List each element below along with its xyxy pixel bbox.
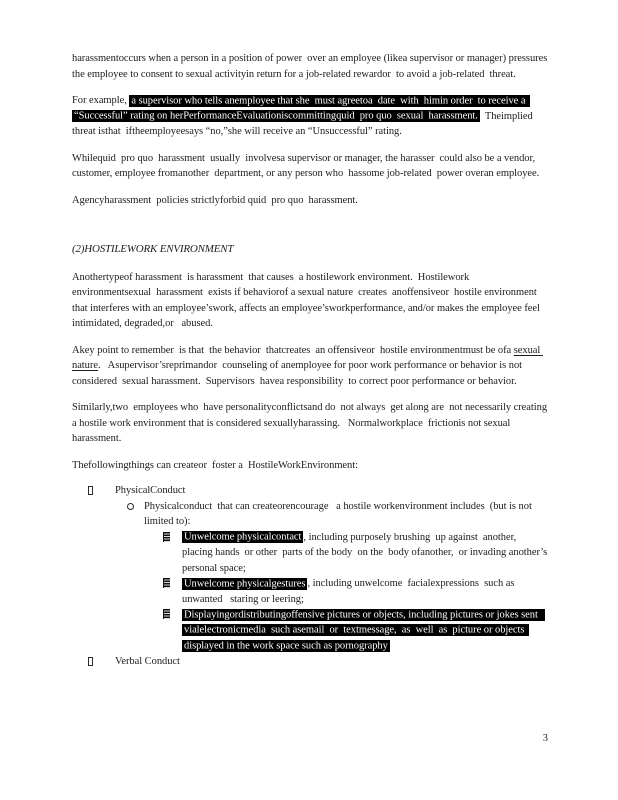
underlined-text-sexual-nature: sexual nature: [72, 344, 543, 371]
paragraph-text: . Asupervisor’sreprimandor counseling of anemployee for poor work performance or behavior is not considered sexual harassment. Supervisors havea responsibility to correct poor performance or behavior.: [72, 360, 525, 387]
square-bullet-icon: [88, 486, 93, 495]
paragraph-another-type: Anothertypeof harassment is harassment that causes a hostilework environment. Hostilework environmentsexual harassment exists if behaviorof a sexual nature creates anoffensiveor hostile environment that interferes with an employee’swork, affects an employee’sworkperformance, and/or makes the employee feel intimidated, degraded,or abused.: [72, 271, 543, 329]
paragraph-for-example: [72, 93, 548, 140]
bullet-item-label: Verbal Conduct: [115, 655, 180, 667]
bullet-item-label: PhysicalConduct: [115, 485, 186, 496]
highlighted-text-supervisor-example: a supervisor who tells anemployee that she must agreetoa date with himin order to receive a “Successful” rating on herPerformanceEvaluationiscommittingquid pro quo sexual harassment.: [74, 95, 529, 122]
section-heading-hostile-work-environment: (2)HOSTILEWORK ENVIRONMENT: [72, 243, 234, 255]
striped-bullet-icon: [163, 532, 170, 542]
paragraph-quid-pro-quo-definition: harassmentoccurs when a person in a position of power over an employee (likea supervisor or manager) pressures the employee to consent to sexual activityin return for a job-related rewardor to avoid a job-related threat.: [72, 53, 555, 80]
bullet-item-physical-conduct-detail: [72, 499, 548, 530]
bullet-item-label: [182, 576, 548, 607]
bullet-item-physical-conduct: [72, 483, 548, 499]
paragraph-text: For example,: [72, 95, 130, 106]
paragraph-text: , including purposely brushing up against another, placing hands or other parts of the body on the body ofanother, or invading another’s personal space;: [182, 531, 550, 574]
paragraph-agency-policies: Agencyharassment policies strictlyforbid quid pro quo harassment.: [72, 194, 358, 206]
bullet-item-unwelcome-contact: [72, 530, 548, 577]
paragraph-similarly: Similarly,two employees who have personalityconflictsand do not always get along are not necessarily creating a hostile work environment that is considered sexuallyharassing. Normalworkplace frictionis not sexual harassment.: [72, 402, 550, 444]
paragraph-text: , including unwelcome facialexpressions such as unwanted staring or leering;: [182, 578, 517, 605]
highlighted-text-displaying-offensive: Displayingordistributingoffensive pictures or objects, including pictures or jokes sent vialelectronicmedia such asemail or textmessage, as well as picture or objects displayed in the work space such as pornography: [184, 609, 544, 651]
striped-bullet-icon: [163, 578, 170, 588]
square-bullet-icon: [88, 657, 93, 666]
bullet-item-verbal-conduct: [72, 654, 548, 670]
bullet-item-unwelcome-gestures: [72, 576, 548, 607]
bullet-item-label: [182, 530, 548, 577]
bullet-item-label: Physicalconduct that can createorencourage a hostile workenvironment includes (but is not limited to):: [144, 500, 535, 527]
paragraph-following-things: Thefollowingthings can createor foster a HostileWorkEnvironment:: [72, 459, 358, 471]
paragraph-key-point: [72, 343, 548, 390]
page-number: 3: [542, 733, 548, 744]
circle-bullet-icon: [127, 503, 134, 510]
striped-bullet-icon: [163, 609, 170, 619]
paragraph-text: Akey point to remember is that the behavior thatcreates an offensiveor hostile environmentmust be ofa: [72, 344, 514, 356]
highlighted-text-unwelcome-contact: Unwelcome physicalcontact: [184, 531, 302, 543]
paragraph-while-quid-pro-quo: Whilequid pro quo harassment usually involvesa supervisor or manager, the harasser could also be a vendor, customer, employee fromanother department, or any person who hassome job-related power overan employee.: [72, 152, 540, 179]
bullet-item-label: [182, 607, 548, 654]
highlighted-text-unwelcome-gestures: Unwelcome physicalgestures: [184, 578, 306, 589]
bullet-list-hostile-environment: [72, 483, 548, 669]
paragraph-text: Theimplied threat isthat iftheemployeesays “no,”she will receive an “Unsuccessful” rating.: [72, 110, 536, 137]
bullet-item-displaying-offensive: [72, 607, 548, 654]
